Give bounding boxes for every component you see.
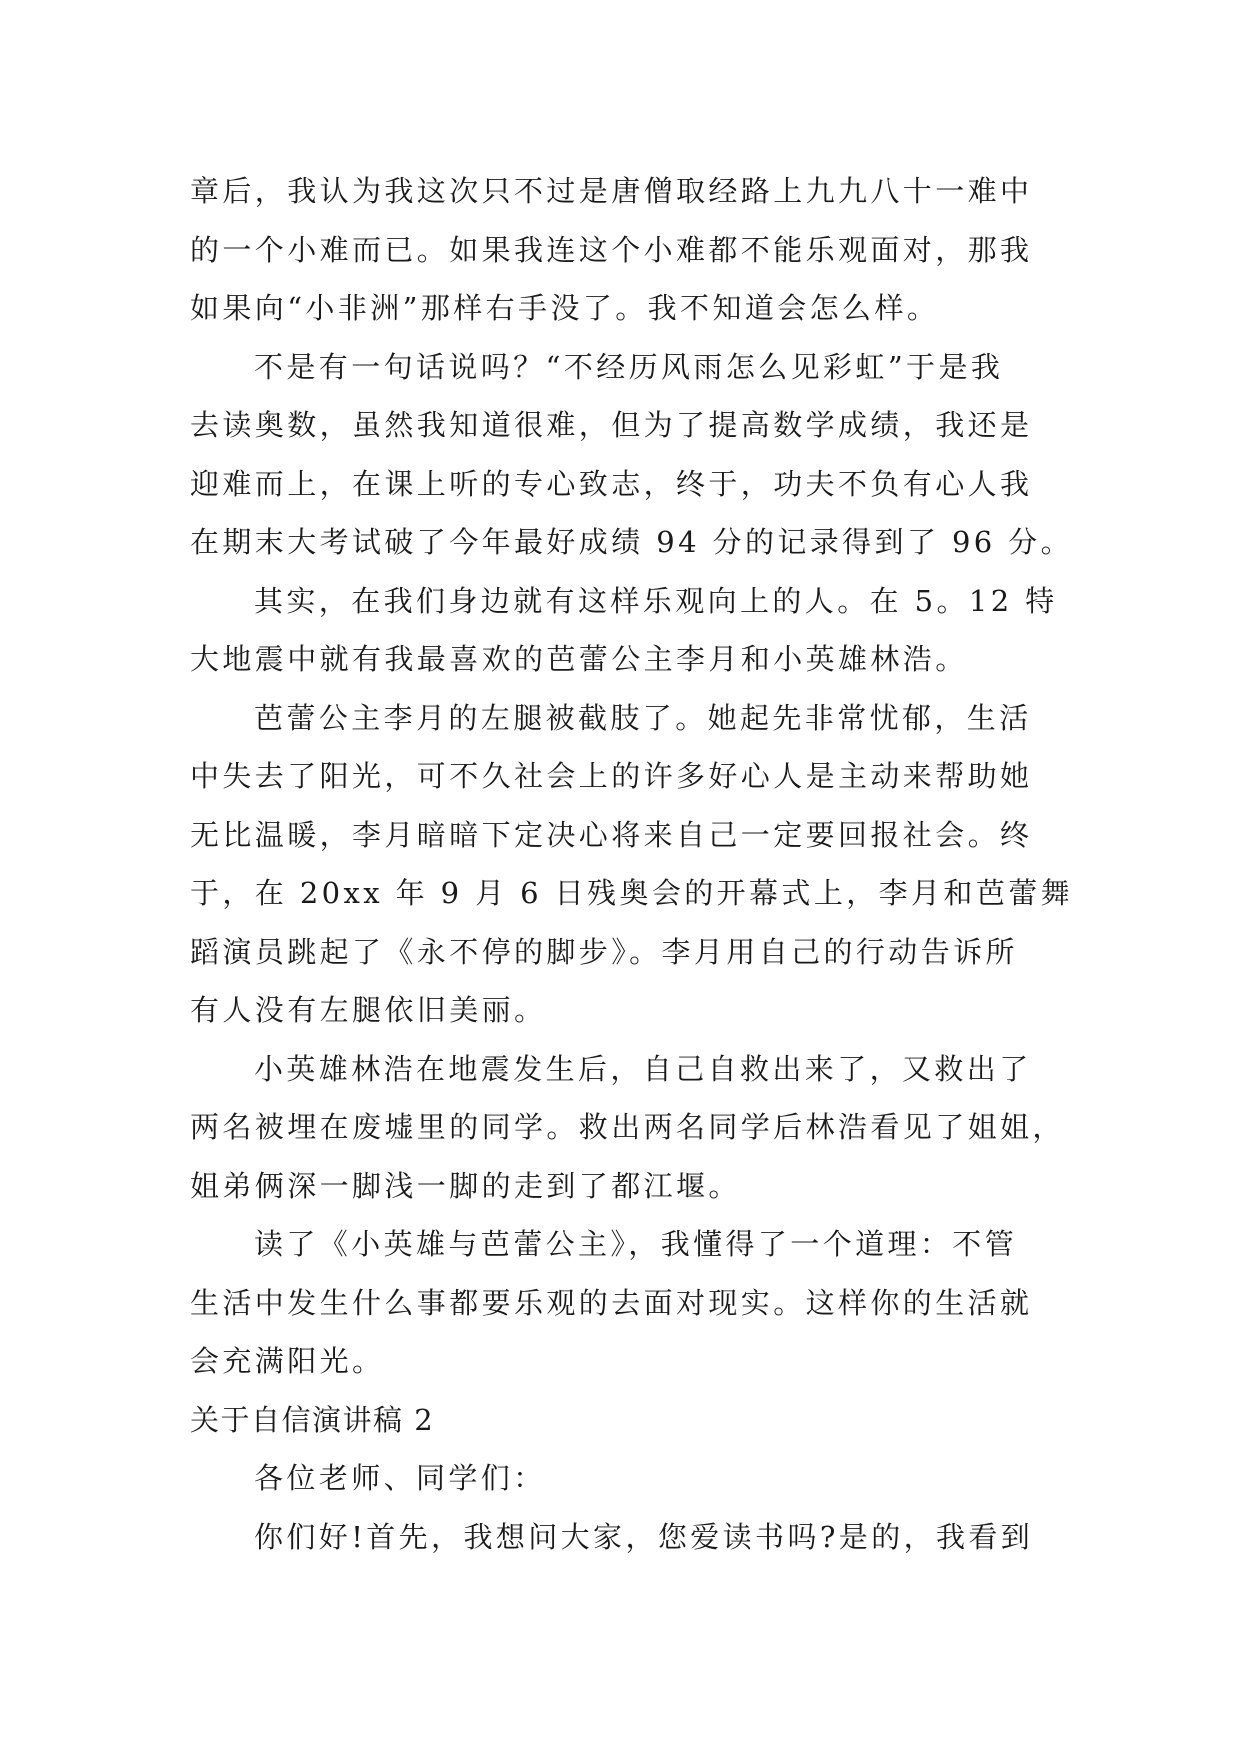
text-line: 读了《小英雄与芭蕾公主》，我懂得了一个道理：不管: [254, 1227, 1018, 1261]
text-line: 小英雄林浩在地震发生后，自己自救出来了，又救出了: [254, 1051, 1032, 1086]
essay-text: [190, 162, 1074, 1391]
text-line: 如果向“小非洲”那样右手没了。我不知道会怎么样。: [190, 291, 940, 325]
text-line: 的一个小难而已。如果我连这个小难都不能乐观面对，那我: [190, 232, 1033, 267]
text-line: 去读奥数，虽然我知道很难，但为了提高数学成绩，我还是: [190, 408, 1033, 442]
text-line: 大地震中就有我最喜欢的芭蕾公主李月和小英雄林浩。: [190, 642, 968, 676]
document-body: [190, 162, 1074, 1566]
text-line: 你们好!首先，我想问大家，您爱读书吗?是的，我看到: [254, 1519, 1034, 1554]
text-line: 迎难而上，在课上听的专心致志，终于，功夫不负有心人我: [190, 466, 1033, 501]
section-heading: 关于自信演讲稿 2: [190, 1402, 435, 1437]
text-line: 蹈演员跳起了《永不停的脚步》。李月用自己的行动告诉所: [190, 934, 1018, 969]
text-line: 其实，在我们身边就有这样乐观向上的人。在 5。12 特: [254, 583, 1058, 618]
text-line: 会充满阳光。: [190, 1344, 385, 1378]
text-line: 生活中发生什么事都要乐观的去面对现实。这样你的生活就: [190, 1285, 1033, 1320]
text-line: 有人没有左腿依旧美丽。: [190, 993, 547, 1027]
text-line: 两名被埋在废墟里的同学。救出两名同学后林浩看见了姐姐，: [190, 1110, 1065, 1144]
text-line: 不是有一句话说吗？“不经历风雨怎么见彩虹”于是我: [254, 349, 1004, 384]
text-line: 芭蕾公主李月的左腿被截肢了。她起先非常忧郁，生活: [254, 700, 1032, 735]
text-line: 在期末大考试破了今年最好成绩 94 分的记录得到了 96 分。: [190, 525, 1074, 559]
text-line: 姐弟俩深一脚浅一脚的走到了都江堰。: [190, 1168, 741, 1203]
text-line: 章后，我认为我这次只不过是唐僧取经路上九九八十一难中: [190, 174, 1033, 208]
text-line: 中失去了阳光，可不久社会上的许多好心人是主动来帮助她: [190, 759, 1033, 793]
text-line: 无比温暖，李月暗暗下定决心将来自己一定要回报社会。终: [190, 817, 1033, 852]
text-line: 于，在 20xx 年 9 月 6 日残奥会的开幕式上，李月和芭蕾舞: [190, 876, 1074, 910]
greeting-line: 各位老师、同学们：: [254, 1461, 546, 1495]
